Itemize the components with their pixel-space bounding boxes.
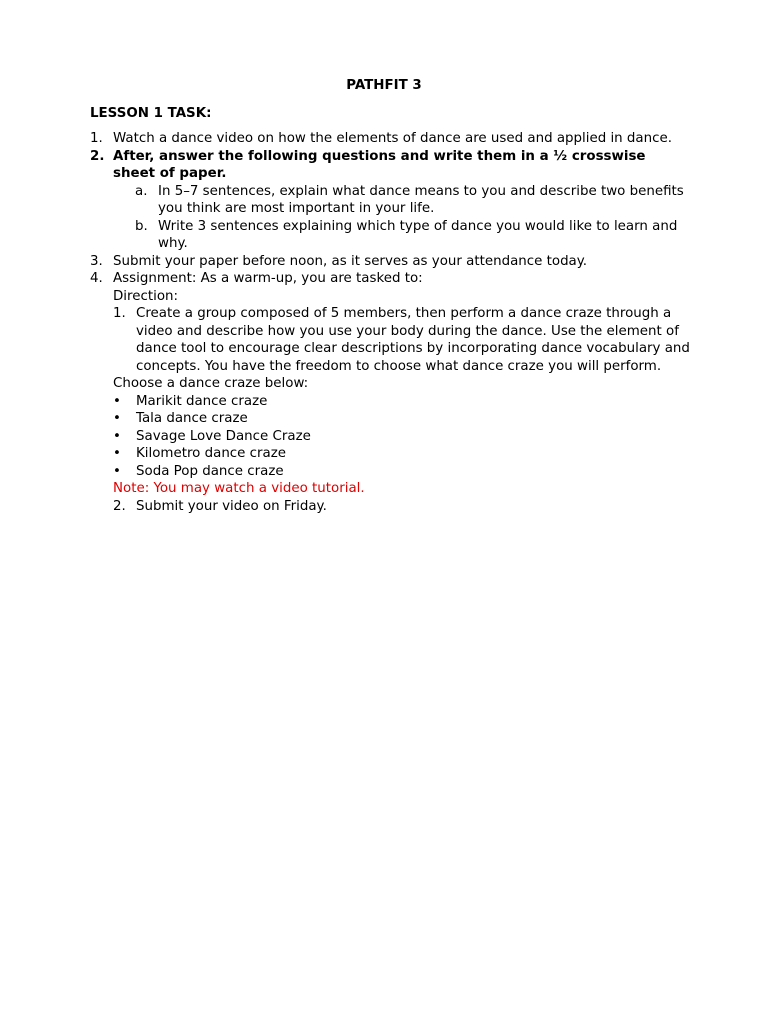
choose-label: Choose a dance craze below: [113,376,309,391]
direction-text: Create a group composed of 5 members, then perform a dance craze through a video and describe how you use your body during the dance. Use the element of dance tool to encourage clear descriptions by incorporating dance vocabulary and concepts. You have the freedom to choose what dance craze you will perform. [136,306,690,374]
task-text: Submit your paper before noon, as it serves as your attendance today. [113,253,588,269]
direction-item-1 [113,305,690,375]
task-item-2 [90,148,690,183]
note-text: Note: You may watch a video tutorial. [113,481,365,496]
direction-number: 2. [113,498,126,514]
task-list [90,130,690,515]
bullet-icon: • [113,428,121,444]
document-title: PATHFIT 3 [346,78,422,93]
task-text: Watch a dance video on how the elements of dance are used and applied in dance. [113,131,672,146]
direction-number: 1. [113,306,126,321]
sub-item-text: In 5–7 sentences, explain what dance means to you and describe two benefits you think are most important in your life. [158,183,684,216]
sub-item-a [135,183,690,218]
sub-item-letter: a. [135,183,148,199]
bullet-item [113,428,690,446]
bullet-text: Savage Love Dance Craze [136,428,311,444]
bullet-icon: • [113,463,121,479]
bullet-item [113,445,690,463]
sub-item-text: Write 3 sentences explaining which type of dance you would like to learn and why. [158,218,678,251]
task-text: After, answer the following questions and write them in a ½ crosswise sheet of paper. [113,148,646,181]
bullet-text: Kilometro dance craze [136,446,286,461]
bullet-icon: • [113,393,121,409]
bullet-text: Marikit dance craze [136,393,268,409]
direction-label: Direction: [113,288,179,304]
bullet-icon: • [113,446,121,461]
task-item-1 [90,130,690,148]
bullet-item [113,410,690,428]
task-text: Assignment: As a warm-up, you are tasked to: [113,271,423,286]
task-number: 1. [90,131,103,146]
bullet-text: Soda Pop dance craze [136,463,284,479]
sub-item-b [135,218,690,253]
direction-item-2 [113,498,690,516]
sub-item-letter: b. [135,218,148,234]
task-number: 4. [90,271,103,286]
lesson-heading: LESSON 1 TASK: [90,106,212,121]
task-item-4 [90,270,690,288]
bullet-item [113,393,690,411]
direction-text: Submit your video on Friday. [136,498,327,514]
task-number: 3. [90,253,103,269]
task-item-3 [90,253,690,271]
bullet-item [113,463,690,481]
task-number: 2. [90,148,105,164]
bullet-text: Tala dance craze [136,411,248,426]
bullet-icon: • [113,411,121,426]
